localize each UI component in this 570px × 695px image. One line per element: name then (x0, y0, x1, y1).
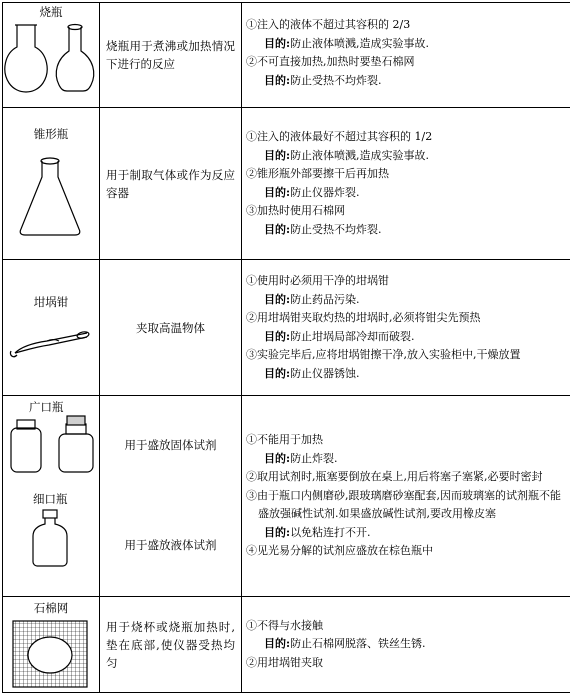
table-row (3, 597, 570, 693)
instrument-cell (3, 597, 100, 693)
purpose-line: 目的:防止受热不均炸裂. (264, 222, 382, 236)
purpose-line: 目的:防止液体喷溅,造成实验事故. (264, 148, 430, 162)
instrument-name: 锥形瓶 (33, 126, 69, 141)
narrow-mouth-bottle-icon (3, 506, 97, 568)
table-row (3, 396, 570, 597)
purpose-line: 目的:以免粘连打不开. (264, 525, 371, 539)
note-line: ④见光易分解的试剂应盛放在棕色瓶中 (246, 544, 433, 558)
instrument-name: 烧瓶 (39, 5, 63, 19)
purpose-line: 目的:防止受热不均炸裂. (264, 73, 382, 87)
usage-cell (100, 396, 242, 597)
instrument-cell (3, 260, 100, 396)
purpose-line: 目的:防止坩埚局部冷却而破裂. (264, 329, 415, 343)
notes-cell (242, 108, 570, 260)
purpose-line: 目的:防止仪器炸裂. (264, 185, 360, 199)
lab-instruments-table (2, 2, 570, 693)
purpose-line: 目的:防止液体喷溅,造成实验事故. (264, 36, 430, 50)
usage-text: 用于盛放固体试剂 (124, 438, 217, 452)
usage-cell (100, 260, 242, 396)
note-line: ②取用试剂时,瓶塞要倒放在桌上,用后将塞子塞紧,必要时密封 (246, 470, 543, 484)
note-line: ③实验完毕后,应将坩埚钳擦干净,放入实验柜中,干燥放置 (246, 348, 521, 361)
instrument-name: 石棉网 (33, 600, 69, 615)
note-line: ②用坩埚钳夹取 (246, 655, 323, 669)
crucible-tongs-icon (3, 321, 97, 361)
usage-text: 用于盛放液体试剂 (124, 538, 217, 552)
table-row (3, 260, 570, 396)
note-line: ②锥形瓶外部要擦干后再加热 (246, 167, 389, 180)
usage-cell (100, 597, 242, 693)
notes-cell (242, 260, 570, 396)
note-line: ①注入的液体最好不超过其容积的 1/2 (246, 130, 433, 143)
note-line: ①不能用于加热 (246, 433, 323, 447)
table-row (3, 108, 570, 260)
usage-cell (100, 3, 242, 108)
instrument-cell (3, 3, 100, 108)
instrument-name: 广口瓶 (29, 400, 64, 414)
note-line: ③由于瓶口内侧磨砂,跟玻璃磨砂塞配套,因而玻璃塞的试剂瓶不能盛放强碱性试剂.如果盛放碱性试剂,要改用橡皮塞 (246, 488, 561, 521)
note-line: ①不得与水接触 (246, 618, 323, 632)
instrument-name: 坩埚钳 (33, 294, 69, 309)
instrument-name: 细口瓶 (33, 492, 68, 506)
usage-text: 夹取高温物体 (136, 320, 205, 335)
note-line: ①使用时必须用干净的坩埚钳 (246, 274, 389, 287)
usage-text: 用于烧杯或烧瓶加热时,垫在底部,使仪器受热均匀 (106, 619, 235, 670)
usage-cell (100, 108, 242, 260)
note-line: ③加热时使用石棉网 (246, 204, 345, 217)
note-line: ②用坩埚钳夹取灼热的坩埚时,必须将钳尖先预热 (246, 311, 481, 324)
notes-cell (242, 396, 570, 597)
conical-flask-icon (3, 151, 97, 241)
usage-text: 烧瓶用于煮沸或加热情况下进行的反应 (106, 39, 235, 71)
instrument-cell (3, 108, 100, 260)
note-line: ①注入的液体不超过其容积的 2/3 (246, 18, 411, 31)
purpose-line: 目的:防止石棉网脱落、铁丝生锈. (264, 637, 426, 651)
asbestos-gauze-icon (3, 619, 97, 689)
notes-cell (242, 597, 570, 693)
purpose-line: 目的:防止仪器锈蚀. (264, 366, 360, 380)
note-line: ②不可直接加热,加热时要垫石棉网 (246, 55, 415, 68)
wide-mouth-bottle-icon (3, 414, 97, 476)
instrument-cell (3, 396, 100, 597)
table-row (3, 3, 570, 108)
notes-cell (242, 3, 570, 108)
purpose-line: 目的:防止炸裂. (264, 451, 338, 465)
purpose-line: 目的:防止药品污染. (264, 292, 360, 306)
flask-icon (3, 19, 97, 103)
usage-text: 用于制取气体或作为反应容器 (106, 167, 235, 200)
